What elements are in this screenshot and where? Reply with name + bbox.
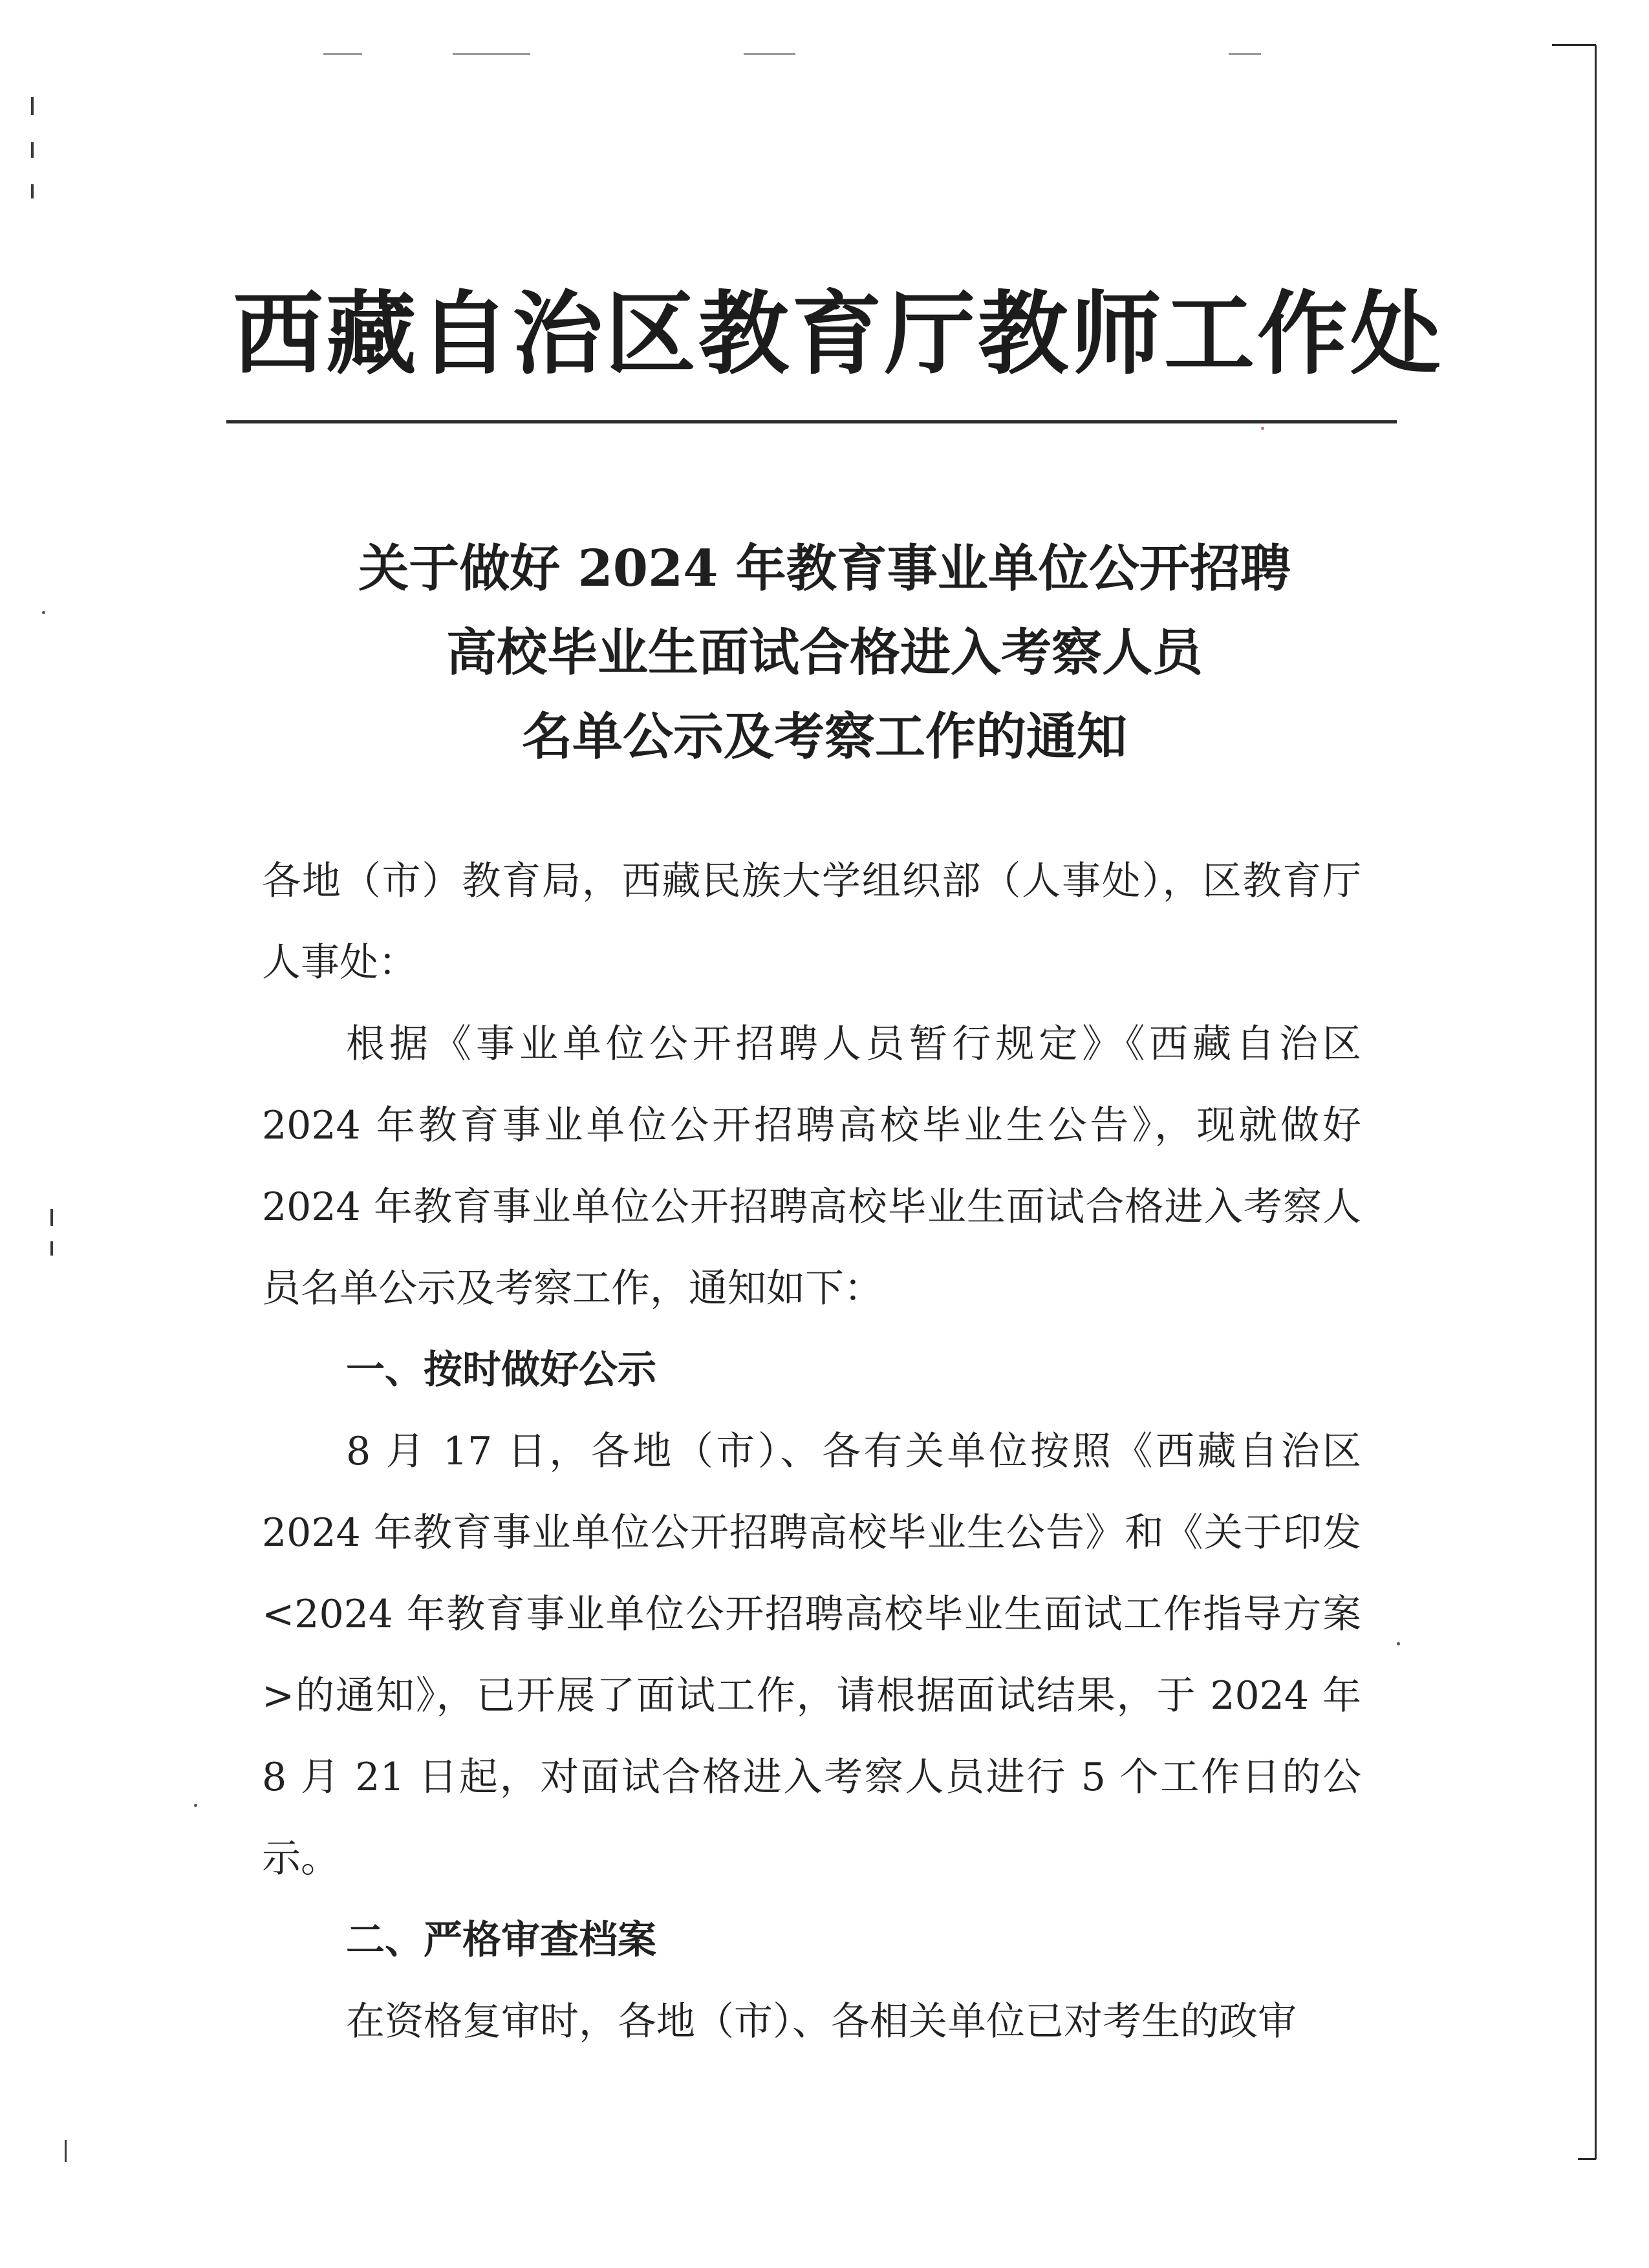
section-2-paragraph: 在资格复审时，各地（市）、各相关单位已对考生的政审 <box>346 1999 1297 2044</box>
scan-dash <box>744 53 795 55</box>
title-line-1: 关于做好 2024 年教育事业单位公开招聘 <box>358 539 1291 598</box>
scan-margin-mark <box>31 97 34 115</box>
scan-edge-cap-bottom <box>1578 2158 1596 2160</box>
scan-margin-mark <box>65 2140 67 2162</box>
scan-edge-cap-top <box>1552 44 1596 46</box>
scan-margin-mark <box>50 1209 53 1226</box>
section-1-paragraph: 8 月 17 日，各地（市）、各有关单位按照《西藏自治区 2024 年教育事业单位公开招聘高校毕业生公告》和《关于印发<2024 年教育事业单位公开招聘高校毕业生面试工作指导方案>的通知》，已开展了面试工作，请根据面试结果，于 2024 年 8 月 21 日起，对面试合格进入考察人员进行 5 个工作日的公示。 <box>262 1429 1361 1881</box>
salutation: 各地（市）教育局，西藏民族大学组织部（人事处），区教育厅人事处： <box>262 859 1361 985</box>
scan-speck <box>1397 1642 1400 1645</box>
document-body <box>262 840 1361 2062</box>
scan-edge-right <box>1595 45 1597 2159</box>
scan-speck <box>42 611 45 614</box>
title-line-3: 名单公示及考察工作的通知 <box>521 707 1127 766</box>
section-2-heading: 二、严格审查档案 <box>346 1918 656 1963</box>
letterhead-rule <box>226 420 1397 423</box>
scan-margin-mark <box>31 142 34 158</box>
scan-dash <box>323 53 362 55</box>
scan-margin-mark <box>50 1241 53 1256</box>
intro-paragraph: 根据《事业单位公开招聘人员暂行规定》《西藏自治区 2024 年教育事业单位公开招聘高校毕业生公告》，现就做好 2024 年教育事业单位公开招聘高校毕业生面试合格进入考察人员名单公示及考察工作，通知如下： <box>262 1022 1361 1311</box>
scan-speck <box>1261 427 1264 430</box>
scan-dash <box>453 53 530 55</box>
title-line-2: 高校毕业生面试合格进入考察人员 <box>446 623 1203 682</box>
scan-dash <box>1229 53 1261 55</box>
document-title <box>194 527 1455 779</box>
scan-margin-mark <box>31 184 34 198</box>
letterhead-title: 西藏自治区教育厅教师工作处 <box>233 281 1444 387</box>
scan-speck <box>194 1804 197 1807</box>
section-1-heading: 一、按时做好公示 <box>346 1347 656 1393</box>
